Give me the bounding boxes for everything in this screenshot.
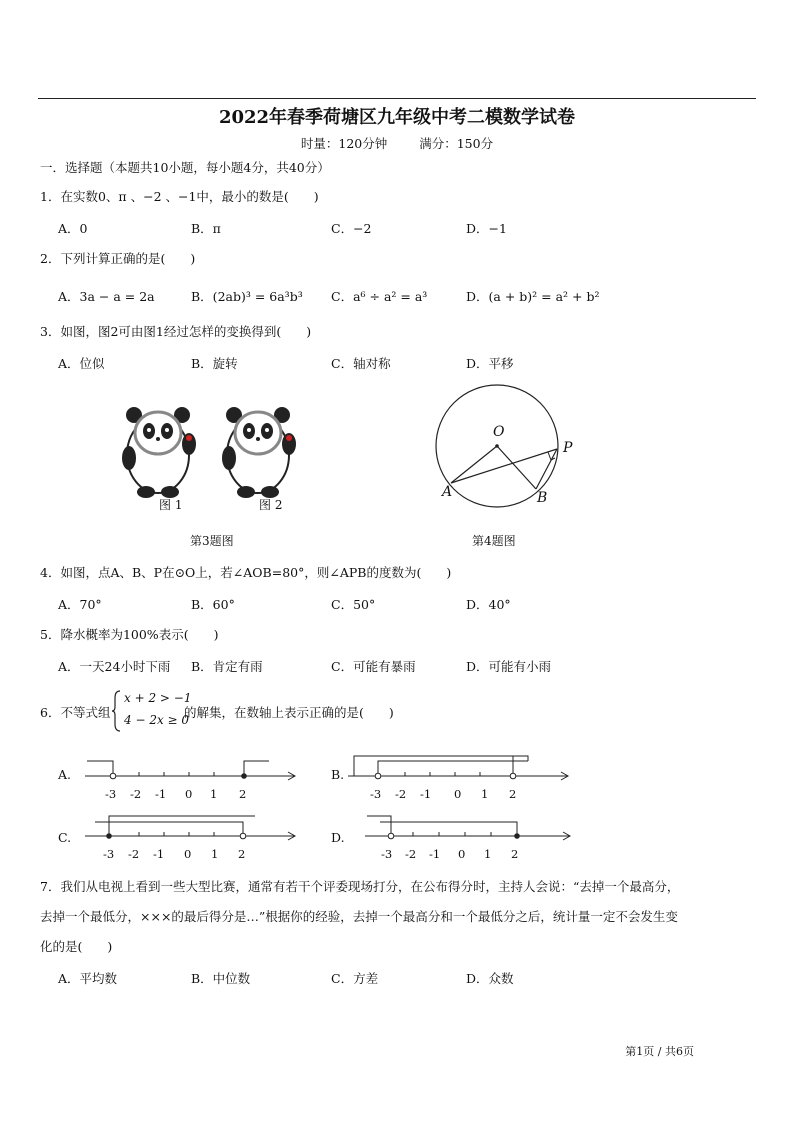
- tick-label: -1: [153, 847, 165, 861]
- header-rule: [38, 98, 756, 99]
- system-brace: [112, 690, 122, 732]
- q7-stem-line2: 去掉一个最低分，×××的最后得分是…”根据你的经验，去掉一个最高分和一个最低分之后，统计量一定不会发生变: [40, 909, 678, 924]
- q4-option-a: A．70°: [58, 597, 102, 612]
- tick-label: -3: [103, 847, 115, 861]
- fig3-caption: 第3题图: [190, 534, 234, 548]
- inequality-1: x + 2 > −1: [124, 691, 192, 705]
- section-heading: 一．选择题（本题共10小题，每小题4分，共40分）: [40, 160, 330, 175]
- q1-option-b: B．π: [191, 221, 221, 236]
- tick-label: -1: [420, 787, 432, 801]
- q2-option-b: B．(2ab)³ = 6a³b³: [191, 289, 303, 304]
- tick-label: -2: [130, 787, 142, 801]
- q1-option-a: A．0: [58, 221, 88, 236]
- q7-stem-line1: 7．我们从电视上看到一些大型比赛，通常有若干个评委现场打分，在公布得分时，主持人会说：“去掉一个最高分，: [40, 879, 680, 894]
- q3-stem: 3．如图，图2可由图1经过怎样的变换得到( ): [40, 324, 312, 339]
- number-line-a: [85, 755, 300, 805]
- fig1-label: 图 1: [159, 498, 183, 512]
- tick-label: 2: [511, 847, 519, 861]
- q2-stem: 2．下列计算正确的是( ): [40, 251, 196, 266]
- tick-label: -3: [370, 787, 382, 801]
- q6-option-c: C.: [58, 830, 72, 845]
- fig4-caption: 第4题图: [472, 534, 516, 548]
- q7-option-c: C．方差: [331, 971, 379, 986]
- number-line-c: [85, 812, 300, 862]
- q3-option-d: D．平移: [466, 356, 514, 371]
- exam-info: [0, 134, 794, 152]
- q7-stem-line3: 化的是( ): [40, 939, 113, 954]
- page-title: 2022年春季荷塘区九年级中考二模数学试卷: [218, 107, 576, 128]
- number-line-d: [365, 812, 575, 862]
- tick-label: -1: [155, 787, 167, 801]
- tick-label: -2: [128, 847, 140, 861]
- panda-figure-1: [122, 407, 196, 498]
- q7-option-b: B．中位数: [191, 971, 251, 986]
- q1-stem: 1．在实数0、π 、−2 、−1中，最小的数是( ): [40, 189, 319, 204]
- tick-label: -1: [429, 847, 441, 861]
- panda-figures: [118, 400, 318, 520]
- q4-stem: 4．如图，点A、B、P在⊙O上，若∠AOB=80°，则∠APB的度数为( ): [40, 565, 452, 580]
- point-a-label: A: [442, 484, 453, 500]
- q3-option-b: B．旋转: [191, 356, 238, 371]
- time-label: 时量：120分钟: [300, 136, 388, 151]
- tick-label: 1: [210, 787, 218, 801]
- tick-label: -2: [395, 787, 407, 801]
- q6-option-a: A.: [58, 767, 72, 782]
- q5-stem: 5．降水概率为100%表示( ): [40, 627, 219, 642]
- q4-option-d: D．40°: [466, 597, 511, 612]
- tick-label: -3: [381, 847, 393, 861]
- point-p-label: P: [563, 440, 573, 456]
- q5-option-a: A．一天24小时下雨: [58, 659, 171, 674]
- tick-label: 2: [509, 787, 517, 801]
- q2-option-c: C．a⁶ ÷ a² = a³: [331, 289, 428, 304]
- tick-label: 2: [238, 847, 246, 861]
- tick-label: 0: [454, 787, 462, 801]
- tick-label: 1: [484, 847, 492, 861]
- tick-label: -3: [105, 787, 117, 801]
- q6-stem-pre: 6．不等式组: [40, 705, 111, 720]
- q5-option-c: C．可能有暴雨: [331, 659, 416, 674]
- q6-option-b: B.: [331, 767, 345, 782]
- q1-option-c: C．−2: [331, 221, 372, 236]
- q6-option-d: D.: [331, 830, 345, 845]
- q2-option-d: D．(a + b)² = a² + b²: [466, 289, 600, 304]
- fig2-label: 图 2: [259, 498, 283, 512]
- q7-option-a: A．平均数: [58, 971, 118, 986]
- tick-label: 0: [185, 787, 193, 801]
- q5-option-b: B．肯定有雨: [191, 659, 263, 674]
- q3-option-c: C．轴对称: [331, 356, 391, 371]
- point-o-label: O: [493, 424, 505, 440]
- tick-label: 0: [184, 847, 192, 861]
- q1-option-d: D．−1: [466, 221, 507, 236]
- tick-label: 2: [239, 787, 247, 801]
- q4-option-b: B．60°: [191, 597, 235, 612]
- panda-figure-2: [222, 407, 296, 498]
- q7-option-d: D．众数: [466, 971, 514, 986]
- q3-option-a: A．位似: [58, 356, 105, 371]
- q5-option-d: D．可能有小雨: [466, 659, 552, 674]
- tick-label: 1: [211, 847, 219, 861]
- inequality-2: 4 − 2x ≥ 0: [124, 713, 190, 727]
- page-number: 第1页 / 共6页: [625, 1045, 694, 1058]
- point-b-label: B: [537, 490, 548, 506]
- tick-label: 0: [458, 847, 466, 861]
- q6-stem-post: 的解集，在数轴上表示正确的是( ): [184, 705, 394, 720]
- score-label: 满分：150分: [419, 136, 494, 151]
- q2-option-a: A．3a − a = 2a: [58, 289, 155, 304]
- q4-option-c: C．50°: [331, 597, 376, 612]
- tick-label: -2: [405, 847, 417, 861]
- tick-label: 1: [481, 787, 489, 801]
